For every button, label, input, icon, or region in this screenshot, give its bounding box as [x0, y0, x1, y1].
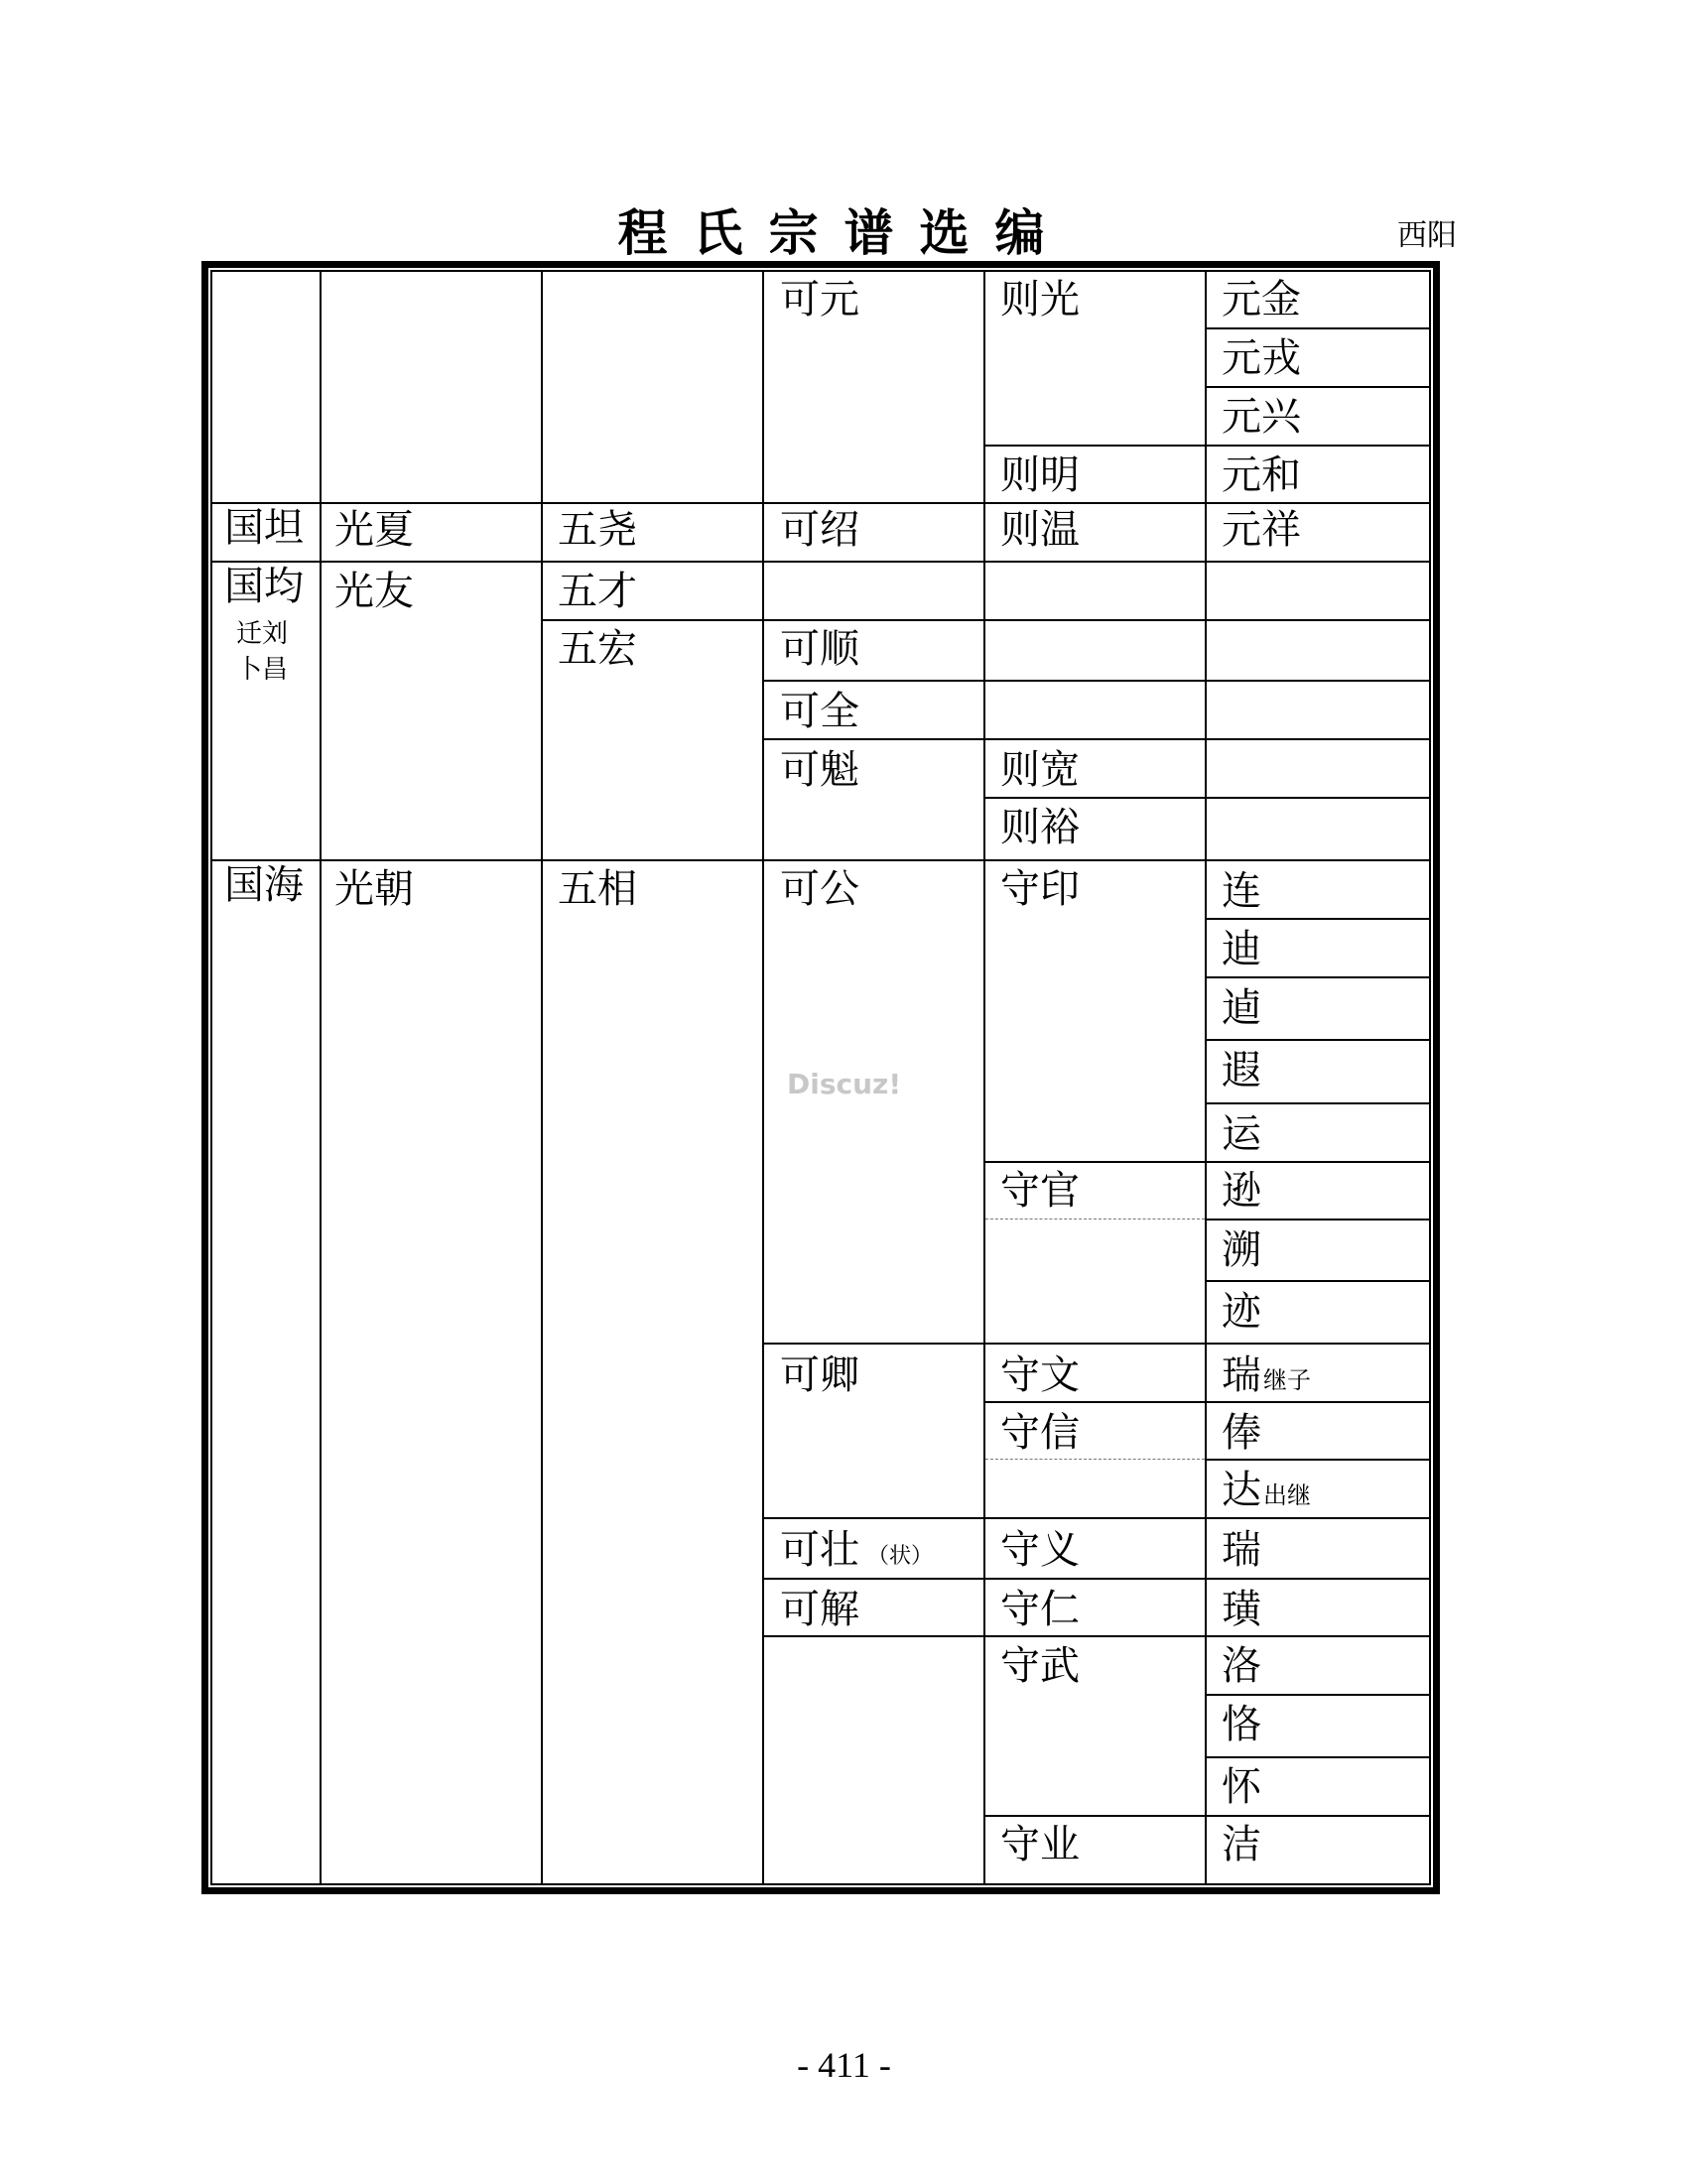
name-cell-gen6: 怀: [1222, 1764, 1261, 1810]
page-title: 程氏宗谱选编: [617, 203, 1071, 262]
row-line: [1205, 1459, 1429, 1461]
name-cell-gen6: 迹: [1222, 1289, 1261, 1335]
name-cell-gen3: 五尧: [558, 507, 637, 553]
name-cell-gen6: 元兴: [1222, 394, 1301, 440]
row-line: [1205, 918, 1429, 920]
name-cell-gen6: 璜: [1222, 1587, 1261, 1632]
name-cell-gen2: 光夏: [334, 507, 414, 553]
migration-note: 卜昌: [236, 655, 289, 685]
name-cell-gen5: 守业: [1000, 1822, 1080, 1867]
name-cell-gen6: 俸: [1222, 1410, 1261, 1456]
name-cell-gen6: 元和: [1222, 452, 1301, 498]
name-cell-gen5: 则明: [1000, 452, 1080, 498]
name-cell-gen5: 则光: [1000, 277, 1080, 322]
row-line: [1205, 976, 1429, 978]
row-line: [212, 859, 1429, 861]
col-divider: [762, 272, 764, 1883]
name-cell-gen6: 元祥: [1222, 507, 1301, 553]
name-cell-gen6: 溯: [1222, 1227, 1261, 1273]
name-cell-gen5: 守武: [1000, 1643, 1080, 1689]
variant-note: （状）: [867, 1544, 934, 1569]
row-line: [1205, 1756, 1429, 1758]
name-text: 瑞: [1222, 1352, 1261, 1398]
col-divider: [320, 272, 322, 1883]
name-cell-gen6: [1222, 1351, 1311, 1404]
name-cell-gen6: 恪: [1222, 1702, 1261, 1747]
name-cell-gen5: 守义: [1000, 1527, 1080, 1573]
name-cell-gen5: 守官: [1000, 1168, 1080, 1214]
dashed-line: [985, 1459, 1205, 1460]
name-cell-gen3: 五宏: [558, 626, 637, 672]
name-cell-gen4: 可绍: [780, 507, 859, 553]
name-cell-gen6: [1222, 1467, 1311, 1519]
name-cell-gen1: 国海: [224, 862, 304, 908]
name-cell-gen2: 光友: [334, 569, 414, 614]
row-line: [762, 1517, 1429, 1519]
name-cell-gen1: 国坦: [224, 505, 304, 551]
row-line: [541, 619, 1429, 621]
migration-note: 迁刘: [236, 619, 289, 649]
row-line: [1205, 386, 1429, 388]
row-line: [212, 561, 1429, 563]
name-cell-gen4: 可魁: [780, 747, 859, 793]
row-line: [762, 738, 1429, 740]
name-cell-gen5: 则裕: [1000, 805, 1080, 850]
page-number: - 411 -: [797, 2045, 891, 2085]
name-cell-gen1: 国均: [224, 564, 304, 609]
row-line: [983, 797, 1429, 799]
name-cell-gen4: 可元: [780, 277, 859, 322]
name-cell-gen6: 元戎: [1222, 335, 1301, 381]
name-cell-gen5: 守信: [1000, 1410, 1080, 1456]
name-text: 可壮: [780, 1527, 859, 1573]
row-line: [1205, 1102, 1429, 1104]
name-cell-gen6: 连: [1222, 868, 1261, 914]
name-cell-gen6: 逊: [1222, 1168, 1261, 1214]
name-cell-gen6: 洛: [1222, 1643, 1261, 1689]
name-cell-gen5: 则宽: [1000, 747, 1080, 793]
row-line: [983, 445, 1429, 447]
name-cell-gen5: 守仁: [1000, 1587, 1080, 1632]
row-line: [212, 502, 1429, 504]
name-cell-gen4: 可公: [780, 866, 859, 912]
name-cell-gen5: 守文: [1000, 1352, 1080, 1398]
row-line: [1205, 1039, 1429, 1041]
col-divider: [1205, 272, 1207, 1883]
name-cell-gen4: 可卿: [780, 1352, 859, 1398]
name-cell-gen6: 元金: [1222, 277, 1301, 322]
row-line: [1205, 327, 1429, 329]
row-line: [983, 1815, 1429, 1817]
name-cell-gen4: 可解: [780, 1587, 859, 1632]
adoption-note: 继子: [1263, 1366, 1311, 1394]
name-cell-gen4: 可全: [780, 689, 859, 734]
dashed-line: [985, 1219, 1205, 1220]
row-line: [762, 1343, 1429, 1345]
row-line: [983, 1161, 1429, 1163]
name-cell-gen6: 迪: [1222, 927, 1261, 972]
row-line: [1205, 1280, 1429, 1282]
name-cell-gen6: 逌: [1222, 985, 1261, 1031]
row-line: [1205, 1219, 1429, 1220]
name-cell-gen6: 瑞: [1222, 1527, 1261, 1573]
name-cell-gen5: 守印: [1000, 866, 1080, 912]
name-cell-gen4: [780, 1526, 933, 1581]
adoption-note: 出继: [1263, 1481, 1311, 1509]
name-cell-gen3: 五相: [558, 866, 637, 912]
name-cell-gen4: 可顺: [780, 626, 859, 672]
name-cell-gen3: 五才: [558, 569, 637, 614]
watermark: Discuz!: [787, 1068, 902, 1100]
col-divider: [983, 272, 985, 1883]
row-line: [983, 1401, 1429, 1403]
name-cell-gen2: 光朝: [334, 866, 414, 912]
name-cell-gen6: 遐: [1222, 1048, 1261, 1093]
row-line: [1205, 1694, 1429, 1696]
region-label: 西阳: [1397, 218, 1457, 253]
col-divider: [541, 272, 543, 1883]
name-cell-gen5: 则温: [1000, 507, 1080, 553]
name-cell-gen6: 运: [1222, 1111, 1261, 1157]
row-line: [762, 1635, 1429, 1637]
row-line: [762, 680, 1429, 682]
name-text: 达: [1222, 1468, 1261, 1513]
name-cell-gen6: 洁: [1222, 1822, 1261, 1867]
